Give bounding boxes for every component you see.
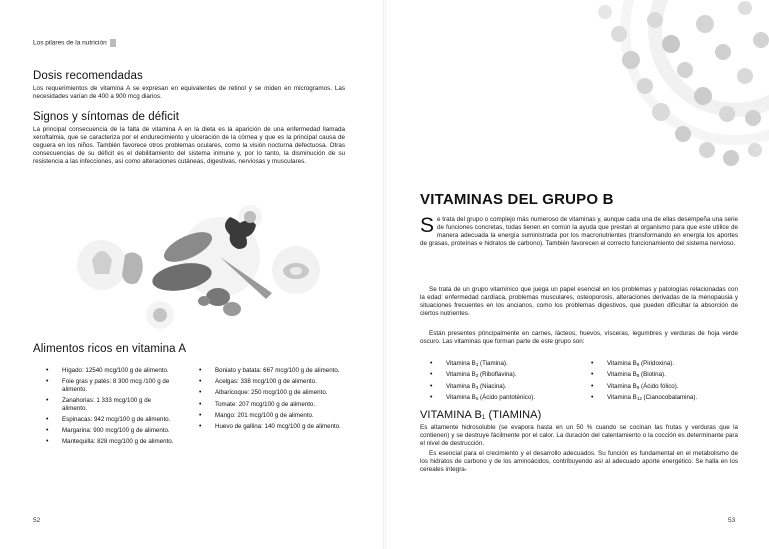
food-circles-decoration <box>585 0 769 180</box>
list-item: • Vitamina $B_1$ (Tiamina). <box>430 360 590 369</box>
section-title-b1: VITAMINA $B_1$ (TIAMINA) <box>420 409 542 421</box>
page-number-left: 52 <box>33 517 41 524</box>
paragraph-5: Es esencial para el crecimiento y el desarrollo adecuados. Su función es fundamental en el metabolismo de los hidratos de carbono y de los aminoácidos, contribuyendo así al adecuado aporte energético. Se halla en los cereales integra- <box>420 450 738 474</box>
signos-paragraph: La principal consecuencia de la falta de vitamina A en la dieta es la aparición de una enfermedad llamada xeroftalmia, que se caracteriza por el endurecimiento y ulceración de la córnea y que es la principal causa de ceguera en los niños. También favorece otros problemas oculares, como la visión nocturna defectuosa. Otras consecuencias de su déficit es el debilitamiento del sistema inmune y, por lo tanto, la disminución de su resistencia a las infecciones, así como alteraciones cutáneas, digestivas, nerviosas y musculares. <box>33 126 345 166</box>
list-item: • Acelgas: 338 mcg/100 g de alimento. <box>199 378 344 386</box>
running-header: Los pilares de la nutrición <box>33 39 116 47</box>
section-title-signos: Signos y síntomas de déficit <box>33 111 179 123</box>
drop-cap: S <box>420 214 435 237</box>
list-item: • Albaricoque: 250 mcg/100 g de alimento. <box>199 389 344 397</box>
list-item: • Foie gras y patés: 8 300 mcg /100 g de alimento. <box>46 378 176 393</box>
list-item: • Zanahorias: 1 333 mcg/100 g de alimento. <box>46 397 176 412</box>
list-item: • Vitamina $B_6$ (Piridoxina). <box>591 360 741 369</box>
list-item: • Mantequilla: 828 mcg/100 g de alimento. <box>46 438 176 446</box>
dosis-paragraph: Los requerimientos de vitamina A se expresan en equivalentes de retinol y se miden en microgramos. Las necesidades varían de 400 a 900 mcg diarios. <box>33 85 345 101</box>
list-item: • Vitamina $B_9$ (Ácido fólico). <box>591 383 741 392</box>
list-item: • Vitamina $B_2$ (Riboflavina). <box>430 371 590 380</box>
list-item: • Vitamina $B_{12}$ (Cianocobalamina). <box>591 394 741 403</box>
vitamin-list-col1 <box>430 360 590 405</box>
section-title-dosis: Dosis recomendadas <box>33 70 143 82</box>
intro-paragraph: Se trata del grupo o complejo más numeroso de vitaminas y, aunque cada una de ellas desempeña una serie de funciones concretas, todas tienen en común la ayuda que prestan al organismo para que este utilice de manera adecuada la energía suministrada por los macronutrientes (transformando en energía los aportes de grasas, proteínas e hidratos de carbono). También favorecen el correcto funcionamiento del sistema nervioso. <box>420 214 738 248</box>
left-page <box>0 0 384 549</box>
food-list-col2 <box>199 367 344 434</box>
header-marker <box>110 39 116 47</box>
section-title-alimentos: Alimentos ricos en vitamina A <box>33 343 187 355</box>
vitamin-list-col2 <box>591 360 741 405</box>
paragraph-2: Se trata de un grupo vitamínico que juega un papel esencial en los problemas y patologías relacionadas con la edad: enfermedad cardíaca, problemas musculares, osteoporosis, alteraciones derivadas de la menopausia y situaciones frecuentes en los ancianos, como los problemas digestivos, que pueden dificultar la absorción de ciertos nutrientes. <box>420 286 738 318</box>
list-item: • Margarina: 900 mcg/100 g de alimento. <box>46 427 176 435</box>
list-item: • Vitamina $B_8$ (Biotina). <box>591 371 741 380</box>
page-number-right: 53 <box>728 517 736 524</box>
list-item: • Espinacas: 942 mcg/100 g de alimento. <box>46 416 176 424</box>
list-item: • Hígado: 12540 mcg/100 g de alimento. <box>46 367 176 375</box>
paragraph-4: Es altamente hidrosoluble (se evapora hasta en un 50 % cuando se cocinan las frutas y verduras que la contienen) y se destruye fácilmente por el calor. La duración del calentamiento o la cocción es determinante para el nivel de destrucción. <box>420 424 738 448</box>
chapter-title: VITAMINAS DEL GRUPO B <box>420 191 614 208</box>
book-gutter <box>383 0 386 549</box>
list-item: • Huevo de gallina: 140 mcg/100 g de alimento. <box>199 423 344 431</box>
paragraph-3: Están presentes principalmente en carnes, lácteos, huevos, vísceras, legumbres y verduras de hoja verde oscuro. Las vitaminas que forman parte de este grupo son: <box>420 330 738 346</box>
food-list-col1 <box>46 367 176 449</box>
list-item: • Tomate: 207 mcg/100 g de alimento. <box>199 401 344 409</box>
list-item: • Mango: 201 mcg/100 g de alimento. <box>199 412 344 420</box>
vegetables-illustration <box>70 205 320 330</box>
list-item: • Vitamina $B_5$ (Ácido pantoténico). <box>430 394 590 403</box>
list-item: • Boniato y batata: 667 mcg/100 g de alimento. <box>199 367 344 375</box>
list-item: • Vitamina $B_3$ (Niacina). <box>430 383 590 392</box>
intro-block <box>420 216 738 248</box>
